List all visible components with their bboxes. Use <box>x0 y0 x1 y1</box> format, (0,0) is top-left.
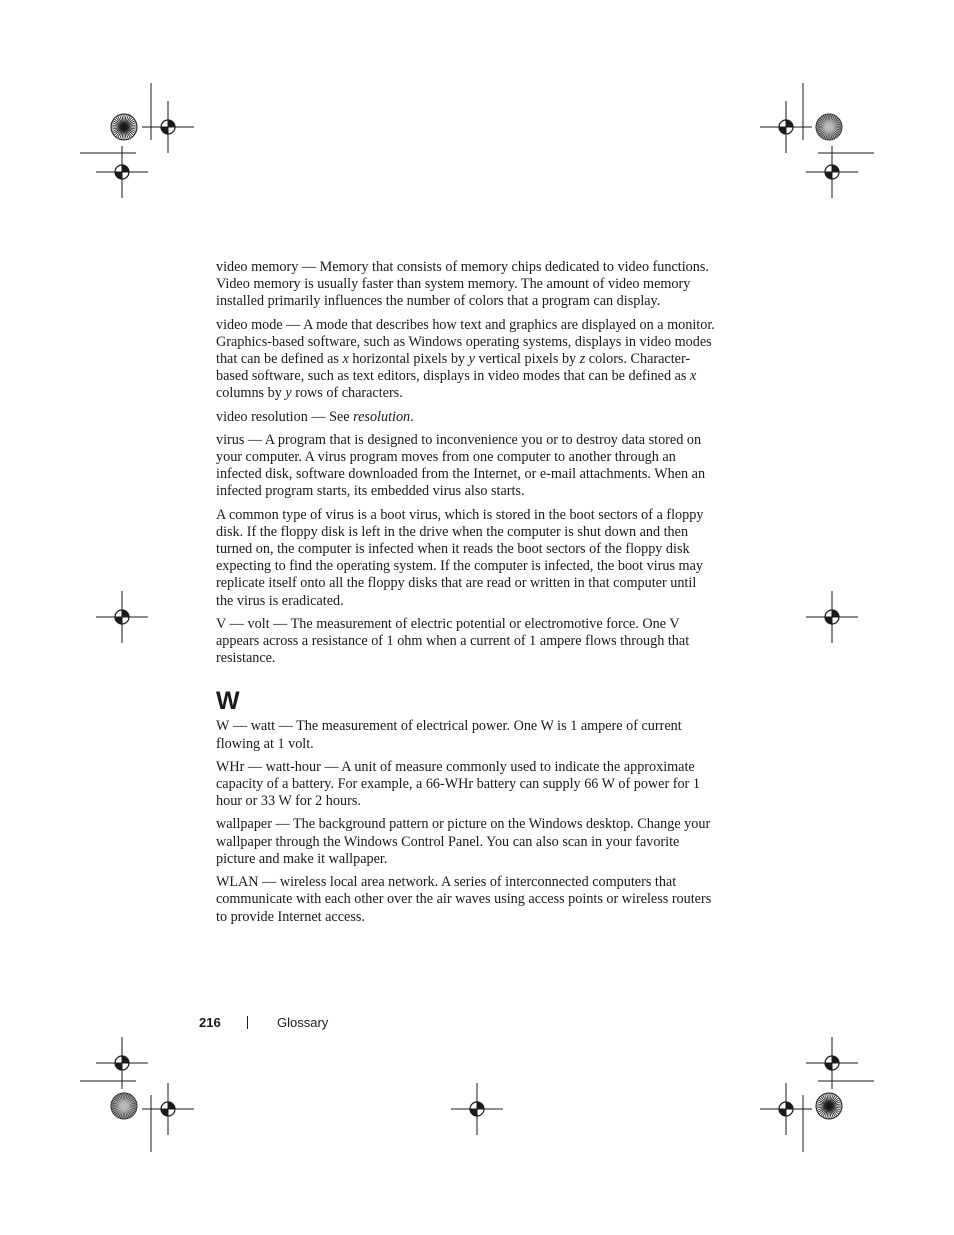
definition-text: vertical pixels by <box>474 351 580 368</box>
crosshair-mark <box>142 1083 194 1135</box>
definition-text: — wireless local area network. A series of interconnected computers that communicate with each other over the air waves using access points or wireless routers to provide Internet access. <box>216 874 712 925</box>
glossary-term: WLAN <box>216 874 259 891</box>
definition-text: — See <box>307 408 354 425</box>
glossary-entry <box>216 432 716 501</box>
registration-starburst <box>111 1093 137 1119</box>
glossary-entry <box>216 759 716 811</box>
italic-text: z <box>579 351 586 368</box>
glossary-term: virus <box>216 431 245 448</box>
glossary-entry <box>216 507 716 610</box>
definition-text: — A mode that describes how text and graphics are displayed on a monitor. Graphics-based software, such as Windows operating systems, displays in video modes that can be defined as <box>216 316 715 368</box>
crosshair-mark <box>96 591 148 643</box>
italic-text: resolution <box>353 408 411 425</box>
glossary-entry <box>216 816 716 868</box>
page-footer <box>199 1015 328 1030</box>
definition-text: A common type of virus is a boot virus, which is stored in the boot sectors of a floppy disk. If the floppy disk is left in the drive when the computer is shut down and then turned on, the computer is infected when it reads the boot sectors of the floppy disk expecting to find the operating system. If the computer is infected, the boot virus may replicate itself onto all the floppy disks that are read or written in that computer until the virus is eradicated. <box>216 506 704 609</box>
italic-text: x <box>689 368 697 385</box>
glossary-entry <box>216 409 716 426</box>
definition-text: colors. Character-based software, such as text editors, displays in video modes that can be defined as <box>216 351 691 385</box>
glossary-entry-list <box>216 718 716 925</box>
section-heading: W <box>216 687 240 716</box>
glossary-term: V <box>216 615 227 632</box>
registration-starburst <box>111 114 137 140</box>
crosshair-mark <box>760 1083 812 1135</box>
definition-text: columns by <box>216 385 286 402</box>
glossary-entry-list <box>216 259 716 667</box>
crosshair-mark <box>806 591 858 643</box>
glossary-term: video memory <box>216 259 299 275</box>
crosshair-mark <box>96 146 148 198</box>
registration-starburst <box>816 1093 842 1119</box>
glossary-entry <box>216 317 716 403</box>
definition-text: — volt — The measurement of electric potential or electromotive force. One V appears across a resistance of 1 ohm when a current of 1 ampere flows through that resistance. <box>216 615 690 667</box>
footer-section-title: Glossary <box>277 1015 329 1030</box>
glossary-term: WHr <box>216 758 245 775</box>
crosshair-mark <box>142 101 194 153</box>
definition-text: . <box>410 408 414 425</box>
definition-text: horizontal pixels by <box>348 351 469 368</box>
definition-text: — watt-hour — A unit of measure commonly used to indicate the approximate capacity of a battery. For example, a 66-WHr battery can supply 66 W of power for 1 hour or 33 W for 2 hours. <box>216 758 700 810</box>
glossary-entry <box>216 616 716 668</box>
crosshair-mark <box>451 1083 503 1135</box>
crosshair-mark <box>806 146 858 198</box>
footer-divider <box>247 1016 248 1029</box>
glossary-term: wallpaper <box>216 816 272 833</box>
definition-text: rows of characters. <box>291 385 403 402</box>
registration-starburst <box>816 114 842 140</box>
glossary-content <box>216 259 716 932</box>
glossary-entry <box>216 874 716 926</box>
definition-text: — watt — The measurement of electrical power. One W is 1 ampere of current flowing at 1 volt. <box>216 718 682 752</box>
crosshair-mark <box>760 101 812 153</box>
definition-text: — The background pattern or picture on the Windows desktop. Change your wallpaper through the Windows Control Panel. You can also scan in your favorite picture and make it wallpaper. <box>216 816 711 867</box>
glossary-term: W <box>216 718 230 735</box>
page-number: 216 <box>199 1015 221 1030</box>
glossary-term: video resolution <box>216 408 308 425</box>
italic-text: x <box>342 351 349 368</box>
glossary-entry <box>216 259 716 311</box>
italic-text: y <box>285 385 292 402</box>
definition-text: — A program that is designed to inconvenience you or to destroy data stored on your computer. A virus program moves from one computer to another through an infected disk, software downloaded from the Internet, or e-mail attachments. When an infected program starts, its embedded virus also starts. <box>216 431 706 500</box>
glossary-entry <box>216 718 716 752</box>
glossary-term: video mode <box>216 316 283 333</box>
italic-text: y <box>468 351 475 368</box>
definition-text: — Memory that consists of memory chips dedicated to video functions. Video memory is usually faster than system memory. The amount of video memory installed primarily influences the number of colors that a program can display. <box>216 259 709 310</box>
